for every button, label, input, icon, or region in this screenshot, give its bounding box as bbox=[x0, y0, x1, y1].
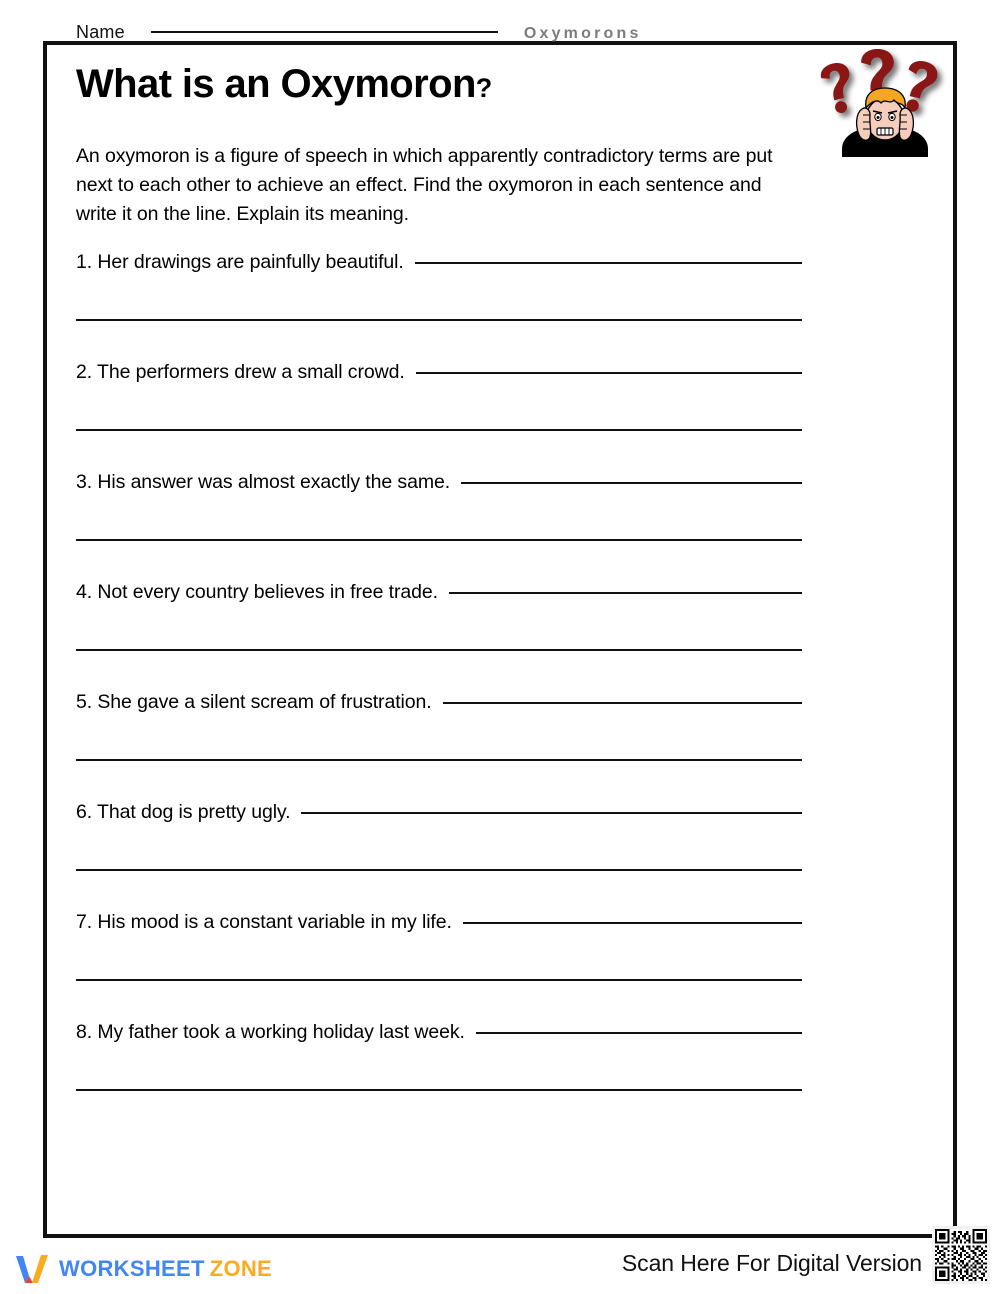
question-line bbox=[76, 1020, 802, 1044]
worksheet-zone-logo[interactable] bbox=[14, 1252, 272, 1286]
name-label: Name bbox=[76, 22, 125, 42]
page-title-question-mark: ? bbox=[475, 73, 492, 103]
page-title bbox=[76, 64, 492, 104]
question-text: 8. My father took a working holiday last week. bbox=[76, 1021, 465, 1043]
confused-person-clipart bbox=[818, 45, 953, 157]
question-line bbox=[76, 470, 802, 494]
answer-blank-full[interactable] bbox=[76, 979, 802, 981]
worksheet-zone-logo-text bbox=[59, 1258, 272, 1280]
subject-label: Oxymorons bbox=[523, 25, 642, 42]
question-text: 3. His answer was almost exactly the same. bbox=[76, 471, 451, 493]
question-item bbox=[76, 910, 802, 1020]
questions-list bbox=[76, 250, 802, 1130]
question-text: 4. Not every country believes in free trade. bbox=[76, 581, 438, 603]
question-line bbox=[76, 690, 802, 714]
question-item bbox=[76, 360, 802, 470]
question-line bbox=[76, 250, 802, 274]
answer-blank-inline[interactable] bbox=[415, 262, 802, 264]
answer-blank-inline[interactable] bbox=[449, 592, 802, 594]
question-item bbox=[76, 1020, 802, 1130]
scan-instruction-text: Scan Here For Digital Version bbox=[621, 1250, 922, 1276]
question-item bbox=[76, 800, 802, 910]
page-footer bbox=[0, 1240, 1000, 1294]
question-text: 7. His mood is a constant variable in my life. bbox=[76, 911, 452, 933]
question-line bbox=[76, 800, 802, 824]
answer-blank-full[interactable] bbox=[76, 1089, 802, 1091]
question-text: 2. The performers drew a small crowd. bbox=[76, 361, 405, 383]
answer-blank-inline[interactable] bbox=[476, 1032, 802, 1034]
question-item bbox=[76, 470, 802, 580]
question-line bbox=[76, 360, 802, 384]
answer-blank-inline[interactable] bbox=[461, 482, 802, 484]
question-item bbox=[76, 690, 802, 800]
question-text: 1. Her drawings are painfully beautiful. bbox=[76, 251, 404, 273]
name-input-line[interactable] bbox=[151, 31, 498, 33]
page-title-text: What is an Oxymoron bbox=[76, 62, 476, 106]
answer-blank-inline[interactable] bbox=[301, 812, 802, 814]
answer-blank-full[interactable] bbox=[76, 869, 802, 871]
qr-code[interactable] bbox=[932, 1226, 990, 1284]
question-item bbox=[76, 580, 802, 690]
answer-blank-full[interactable] bbox=[76, 649, 802, 651]
question-text: 6. That dog is pretty ugly. bbox=[76, 801, 291, 823]
logo-word-zone: ZONE bbox=[209, 1256, 273, 1281]
instructions-paragraph: An oxymoron is a figure of speech in which apparently contradictory terms are put next to each other to achieve an effect. Find the oxymoron in each sentence and write it on the line. Explain its meaning. bbox=[76, 145, 773, 225]
name-row bbox=[76, 22, 876, 46]
answer-blank-inline[interactable] bbox=[416, 372, 802, 374]
answer-blank-inline[interactable] bbox=[463, 922, 802, 924]
answer-blank-full[interactable] bbox=[76, 319, 802, 321]
worksheet-header bbox=[76, 22, 876, 132]
answer-blank-full[interactable] bbox=[76, 539, 802, 541]
question-line bbox=[76, 910, 802, 934]
logo-word-worksheet: WORKSHEET bbox=[59, 1256, 205, 1281]
question-text: 5. She gave a silent scream of frustration. bbox=[76, 691, 432, 713]
question-item bbox=[76, 250, 802, 360]
answer-blank-full[interactable] bbox=[76, 429, 802, 431]
answer-blank-full[interactable] bbox=[76, 759, 802, 761]
question-line bbox=[76, 580, 802, 604]
answer-blank-inline[interactable] bbox=[443, 702, 802, 704]
worksheet-zone-logo-icon bbox=[14, 1254, 50, 1284]
